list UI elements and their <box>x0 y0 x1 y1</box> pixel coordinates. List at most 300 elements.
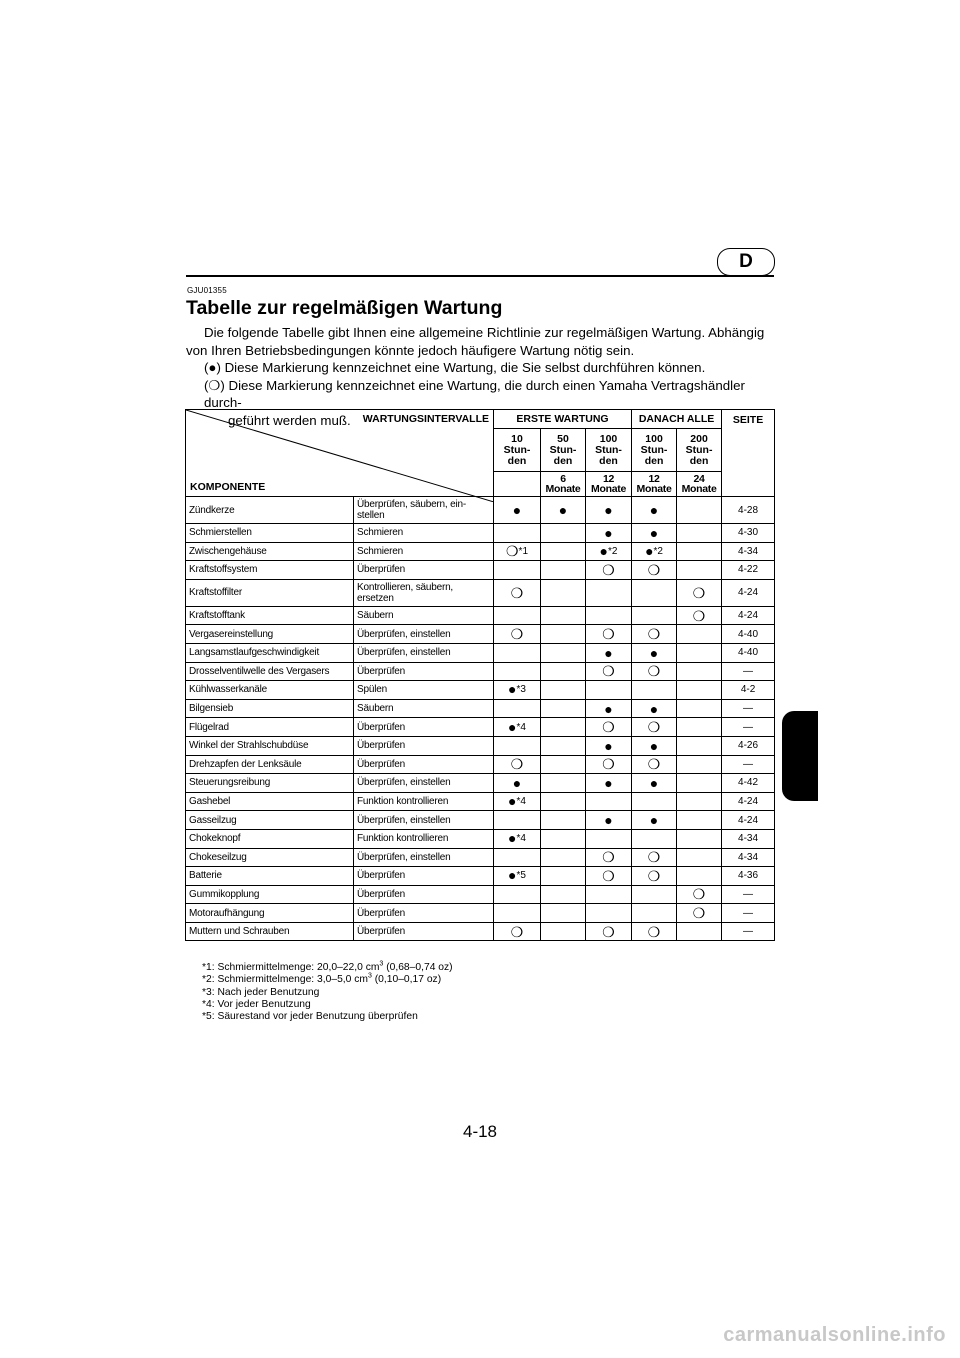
interval-cell <box>494 579 541 606</box>
interval-cell <box>494 904 541 923</box>
table-row <box>186 922 775 941</box>
interval-cell <box>677 524 722 543</box>
interval-cell <box>541 736 586 755</box>
header-months-line: Monate <box>591 483 626 495</box>
footnote-ref: *5 <box>516 870 526 882</box>
task-line: Schmieren <box>357 545 403 557</box>
header-months-line: Monate <box>681 483 717 495</box>
interval-cell <box>494 736 541 755</box>
open-circle-icon: ❍ <box>692 886 706 903</box>
task-line: Überprüfen, einstellen <box>357 814 451 826</box>
component-cell: Drosselventilwelle des Vergasers <box>186 662 354 681</box>
legend-filled: (●) Diese Markierung kennzeichnet eine Wartung, die Sie selbst durchführen können. <box>204 360 706 375</box>
footnote-ref: *3 <box>516 684 526 696</box>
component-cell: Kraftstoffsystem <box>186 561 354 580</box>
interval-cell <box>541 542 586 561</box>
interval-cell <box>632 561 677 580</box>
interval-cell <box>586 718 632 737</box>
interval-cell <box>677 755 722 774</box>
legend-open-line1: (❍) Diese Markierung kennzeichnet eine Wartung, die durch einen Yamaha Vertragshändler durch- <box>204 377 745 410</box>
interval-cell <box>494 497 541 524</box>
filled-circle-icon: ● <box>604 812 613 829</box>
interval-cell <box>632 699 677 718</box>
interval-cell <box>632 606 677 625</box>
table-row <box>186 904 775 923</box>
open-circle-icon: ❍ <box>647 867 661 884</box>
interval-cell <box>541 699 586 718</box>
header-hours-2 <box>586 429 632 472</box>
interval-cell <box>494 848 541 867</box>
interval-cell <box>632 625 677 644</box>
interval-cell <box>677 643 722 662</box>
header-hours-line: 50 <box>557 432 569 445</box>
task-cell <box>354 848 494 867</box>
interval-cell <box>586 811 632 830</box>
interval-cell <box>586 579 632 606</box>
page-ref-cell: 4-24 <box>722 792 775 811</box>
task-cell <box>354 774 494 793</box>
task-cell <box>354 811 494 830</box>
interval-cell <box>632 922 677 941</box>
interval-cell <box>677 561 722 580</box>
footnote-2: *2: Schmiermittelmenge: 3,0–5,0 $cm^3$ (0,10–0,17 oz) <box>202 972 442 986</box>
component-cell: Gasseilzug <box>186 811 354 830</box>
header-first-service: ERSTE WARTUNG <box>494 410 632 429</box>
interval-cell <box>632 681 677 700</box>
interval-cell <box>632 848 677 867</box>
task-line: Überprüfen, einstellen <box>357 777 451 789</box>
page-ref-cell: 4-42 <box>722 774 775 793</box>
header-rule <box>186 275 774 277</box>
interval-cell <box>541 848 586 867</box>
filled-circle-icon: ● <box>604 524 613 541</box>
header-months-line: 12 <box>648 472 660 485</box>
table-row <box>186 561 775 580</box>
task-cell <box>354 904 494 923</box>
component-cell: Zündkerze <box>186 497 354 524</box>
table-row <box>186 848 775 867</box>
header-months-line: 6 <box>560 472 566 485</box>
header-hours-line: den <box>507 454 527 467</box>
task-line: Überprüfen <box>357 665 406 677</box>
page-ref-cell: 4-34 <box>722 829 775 848</box>
page-ref-cell: 4-34 <box>722 542 775 561</box>
header-hours-0 <box>494 429 541 472</box>
header-hours-line: 100 <box>599 432 618 445</box>
interval-cell <box>541 625 586 644</box>
component-cell: Schmierstellen <box>186 524 354 543</box>
page-ref-cell: 4-36 <box>722 867 775 886</box>
interval-cell <box>541 829 586 848</box>
interval-cell <box>494 829 541 848</box>
header-page: SEITE <box>722 410 775 497</box>
filled-circle-icon: ● <box>604 644 613 661</box>
filled-circle-icon: ● <box>558 502 568 518</box>
interval-cell <box>541 579 586 606</box>
header-hours-line: Stun- <box>685 443 713 456</box>
interval-cell <box>632 736 677 755</box>
open-circle-icon: ❍ <box>647 719 661 736</box>
table-row <box>186 579 775 606</box>
interval-cell <box>677 606 722 625</box>
interval-cell <box>677 904 722 923</box>
header-hours-3 <box>632 429 677 472</box>
task-cell <box>354 792 494 811</box>
header-hours-line: den <box>689 454 709 467</box>
interval-cell <box>677 885 722 904</box>
footnote-ref: *2 <box>608 545 618 557</box>
header-intervals: WARTUNGSINTERVALLE <box>362 413 489 425</box>
header-hours-line: den <box>644 454 664 467</box>
interval-cell <box>541 904 586 923</box>
component-cell: Drehzapfen der Lenksäule <box>186 755 354 774</box>
open-circle-icon: ❍ <box>510 756 524 773</box>
footnotes <box>202 962 453 1023</box>
interval-cell <box>632 792 677 811</box>
open-circle-icon: ❍ <box>602 867 615 884</box>
interval-cell <box>494 867 541 886</box>
filled-circle-icon: ● <box>599 542 609 559</box>
interval-cell <box>632 867 677 886</box>
interval-cell <box>586 774 632 793</box>
task-line: stellen <box>357 510 385 521</box>
page-ref-cell: 4-40 <box>722 625 775 644</box>
component-cell: Winkel der Strahlschubdüse <box>186 736 354 755</box>
open-circle-icon: ❍ <box>647 849 661 866</box>
interval-cell <box>494 811 541 830</box>
interval-cell <box>677 867 722 886</box>
maintenance-table <box>185 409 775 941</box>
component-cell: Batterie <box>186 867 354 886</box>
language-badge: D <box>717 248 775 276</box>
component-cell: Kraftstoffilter <box>186 579 354 606</box>
header-hours-4 <box>677 429 722 472</box>
task-cell <box>354 885 494 904</box>
open-circle-icon: ❍ <box>602 849 615 866</box>
interval-cell <box>541 643 586 662</box>
open-circle-icon: ❍ <box>692 607 706 624</box>
document-code: GJU01355 <box>187 286 227 295</box>
interval-cell <box>677 662 722 681</box>
page-ref-cell: — <box>722 718 775 737</box>
interval-cell <box>632 904 677 923</box>
filled-circle-icon: ● <box>508 867 517 884</box>
header-months-line: Monate <box>545 483 581 495</box>
interval-cell <box>632 524 677 543</box>
interval-cell <box>494 561 541 580</box>
task-line: Säubern <box>357 610 394 622</box>
interval-cell <box>632 542 677 561</box>
interval-cell <box>494 885 541 904</box>
task-line: Überprüfen <box>357 907 406 919</box>
interval-cell <box>586 662 632 681</box>
interval-cell <box>677 736 722 755</box>
task-cell <box>354 606 494 625</box>
table-row <box>186 542 775 561</box>
interval-cell <box>541 561 586 580</box>
page-ref-cell: 4-24 <box>722 811 775 830</box>
chapter-tab <box>782 711 818 801</box>
interval-cell <box>677 625 722 644</box>
table-row <box>186 774 775 793</box>
open-circle-icon: ❍ <box>692 584 706 601</box>
interval-cell <box>586 524 632 543</box>
interval-cell <box>677 774 722 793</box>
page-ref-cell: 4-40 <box>722 643 775 662</box>
interval-cell <box>677 542 722 561</box>
interval-cell <box>677 811 722 830</box>
header-hours-line: Stun- <box>595 443 622 456</box>
page-ref-cell: — <box>722 904 775 923</box>
interval-cell <box>494 524 541 543</box>
header-months-1 <box>541 472 586 497</box>
table-row <box>186 662 775 681</box>
filled-circle-icon: ● <box>512 502 522 518</box>
task-line: Überprüfen <box>357 740 406 752</box>
footnote-ref: *4 <box>516 721 526 733</box>
interval-cell <box>632 829 677 848</box>
task-cell <box>354 542 494 561</box>
task-cell <box>354 736 494 755</box>
page-ref-cell: — <box>722 922 775 941</box>
component-cell: Gashebel <box>186 792 354 811</box>
interval-cell <box>586 542 632 561</box>
header-months-4 <box>677 472 722 497</box>
footnote-4: *4: Vor jeder Benutzung <box>202 998 311 1010</box>
filled-circle-icon: ● <box>649 524 659 541</box>
interval-cell <box>586 497 632 524</box>
interval-cell <box>494 792 541 811</box>
interval-cell <box>541 497 586 524</box>
table-row <box>186 736 775 755</box>
header-hours-line: den <box>553 454 573 467</box>
component-cell: Flügelrad <box>186 718 354 737</box>
page-ref-cell: — <box>722 885 775 904</box>
interval-cell <box>677 848 722 867</box>
interval-cell <box>494 699 541 718</box>
header-component: KOMPONENTE <box>190 481 266 493</box>
open-circle-icon: ❍ <box>647 626 661 643</box>
interval-cell <box>541 681 586 700</box>
filled-circle-icon: ● <box>649 737 659 754</box>
task-line: Überprüfen, einstellen <box>357 647 451 659</box>
intro-text: Die folgende Tabelle gibt Ihnen eine allgemeine Richtlinie zur regelmäßigen Wartung. Abhängig von Ihren Betriebsbedingungen könnte jedoch häufigere Wartung nötig sein. <box>186 325 765 358</box>
filled-circle-icon: ● <box>508 793 517 810</box>
filled-circle-icon: ● <box>649 502 659 518</box>
header-hours-line: den <box>599 454 618 467</box>
table-row <box>186 792 775 811</box>
filled-circle-icon: ● <box>508 830 517 847</box>
interval-cell <box>677 579 722 606</box>
footnote-ref: *4 <box>516 833 526 845</box>
interval-cell <box>677 681 722 700</box>
interval-cell <box>494 542 541 561</box>
task-cell <box>354 579 494 606</box>
page-ref-cell: 4-28 <box>722 497 775 524</box>
interval-cell <box>586 867 632 886</box>
interval-cell <box>541 922 586 941</box>
table-row <box>186 885 775 904</box>
task-line: Überprüfen <box>357 721 406 733</box>
filled-circle-icon: ● <box>649 812 659 829</box>
interval-cell <box>586 829 632 848</box>
header-months-line: 12 <box>602 472 615 485</box>
open-circle-icon: ❍ <box>510 584 524 601</box>
filled-circle-icon: ● <box>512 774 522 791</box>
open-circle-icon: ❍ <box>602 561 615 578</box>
header-hours-line: 10 <box>511 432 523 445</box>
interval-cell <box>677 922 722 941</box>
open-circle-icon: ❍ <box>602 626 615 643</box>
interval-cell <box>632 662 677 681</box>
header-hours-1 <box>541 429 586 472</box>
open-circle-icon: ❍ <box>602 663 615 680</box>
open-circle-icon: ❍ <box>602 719 615 736</box>
interval-cell <box>494 755 541 774</box>
table-row <box>186 681 775 700</box>
interval-cell <box>494 718 541 737</box>
task-line: ersetzen <box>357 592 394 604</box>
task-line: Funktion kontrollieren <box>357 796 449 808</box>
component-cell: Chokeseilzug <box>186 848 354 867</box>
task-line: Schmieren <box>357 527 403 539</box>
interval-cell <box>586 755 632 774</box>
component-cell: Vergasereinstellung <box>186 625 354 644</box>
page-ref-cell: 4-34 <box>722 848 775 867</box>
task-line: Überprüfen <box>357 758 406 770</box>
task-cell <box>354 755 494 774</box>
interval-cell <box>541 867 586 886</box>
task-cell <box>354 681 494 700</box>
task-line: Kontrollieren, säubern, <box>357 581 454 593</box>
task-line: Funktion kontrollieren <box>357 833 449 845</box>
header-hours-line: 100 <box>645 432 663 445</box>
header-diagonal-cell <box>186 410 494 497</box>
table-row <box>186 811 775 830</box>
component-cell: Gummikopplung <box>186 885 354 904</box>
filled-circle-icon: ● <box>645 542 654 559</box>
page-ref-cell: 4-2 <box>722 681 775 700</box>
interval-cell <box>494 662 541 681</box>
header-thereafter: DANACH ALLE <box>632 410 722 429</box>
interval-cell <box>632 774 677 793</box>
component-cell: Langsamstlaufgeschwindigkeit <box>186 643 354 662</box>
open-circle-icon: ❍ <box>602 756 615 773</box>
page-ref-cell: 4-26 <box>722 736 775 755</box>
page-ref-cell: 4-22 <box>722 561 775 580</box>
page-ref-cell: — <box>722 755 775 774</box>
interval-cell <box>541 774 586 793</box>
task-line: Spülen <box>357 684 387 696</box>
interval-cell <box>494 922 541 941</box>
interval-cell <box>494 643 541 662</box>
interval-cell <box>632 497 677 524</box>
interval-cell <box>494 774 541 793</box>
interval-cell <box>632 811 677 830</box>
open-circle-icon: ❍ <box>602 923 615 940</box>
page-ref-cell: 4-30 <box>722 524 775 543</box>
task-line: Überprüfen <box>357 564 406 576</box>
interval-cell <box>586 625 632 644</box>
table-row <box>186 829 775 848</box>
table-row <box>186 524 775 543</box>
filled-circle-icon: ● <box>604 737 613 754</box>
interval-cell <box>632 885 677 904</box>
page-ref-cell: 4-24 <box>722 579 775 606</box>
interval-cell <box>586 681 632 700</box>
open-circle-icon: ❍ <box>647 923 661 940</box>
filled-circle-icon: ● <box>508 718 517 735</box>
filled-circle-icon: ● <box>649 644 659 661</box>
interval-cell <box>677 718 722 737</box>
table-row <box>186 718 775 737</box>
interval-cell <box>586 885 632 904</box>
open-circle-icon: ❍ <box>647 663 661 680</box>
open-circle-icon: ❍ <box>510 626 524 643</box>
interval-cell <box>632 579 677 606</box>
filled-circle-icon: ● <box>604 774 613 791</box>
header-hours-line: Stun- <box>640 443 668 456</box>
header-hours-line: Stun- <box>549 443 577 456</box>
page-ref-cell: 4-24 <box>722 606 775 625</box>
task-cell <box>354 867 494 886</box>
open-circle-icon: ❍ <box>647 561 661 578</box>
header-months-line: 24 <box>693 472 705 485</box>
interval-cell <box>586 606 632 625</box>
component-cell: Kühlwasserkanäle <box>186 681 354 700</box>
component-cell: Zwischengehäuse <box>186 542 354 561</box>
task-line: Säubern <box>357 703 394 715</box>
footnote-1: *1: Schmiermittelmenge: 20,0–22,0 $cm^3$ (0,68–0,74 oz) <box>202 960 453 973</box>
page-ref-cell: — <box>722 699 775 718</box>
task-cell <box>354 829 494 848</box>
component-cell: Kraftstofftank <box>186 606 354 625</box>
table-row <box>186 755 775 774</box>
filled-circle-icon: ● <box>649 774 659 791</box>
interval-cell <box>586 561 632 580</box>
interval-cell <box>586 736 632 755</box>
component-cell: Muttern und Schrauben <box>186 922 354 941</box>
component-cell: Motoraufhängung <box>186 904 354 923</box>
filled-circle-icon: ● <box>604 502 613 518</box>
interval-cell <box>541 524 586 543</box>
interval-cell <box>632 718 677 737</box>
footnote-3: *3: Nach jeder Benutzung <box>202 986 320 998</box>
page-number: 4-18 <box>462 1122 498 1141</box>
interval-cell <box>494 681 541 700</box>
interval-cell <box>632 643 677 662</box>
page-ref-cell: — <box>722 662 775 681</box>
filled-circle-icon: ● <box>604 700 613 717</box>
interval-cell <box>494 606 541 625</box>
task-cell <box>354 662 494 681</box>
interval-cell <box>677 699 722 718</box>
header-months-3 <box>632 472 677 497</box>
component-cell: Steuerungsreibung <box>186 774 354 793</box>
interval-cell <box>494 625 541 644</box>
task-cell <box>354 643 494 662</box>
table-row <box>186 606 775 625</box>
table-row <box>186 643 775 662</box>
task-line: Überprüfen, säubern, ein- <box>357 499 466 510</box>
interval-cell <box>541 718 586 737</box>
interval-cell <box>677 792 722 811</box>
interval-cell <box>541 662 586 681</box>
task-line: Überprüfen <box>357 888 406 900</box>
watermark: carmanualsonline.info <box>723 1324 946 1346</box>
interval-cell <box>586 848 632 867</box>
component-cell: Chokeknopf <box>186 829 354 848</box>
